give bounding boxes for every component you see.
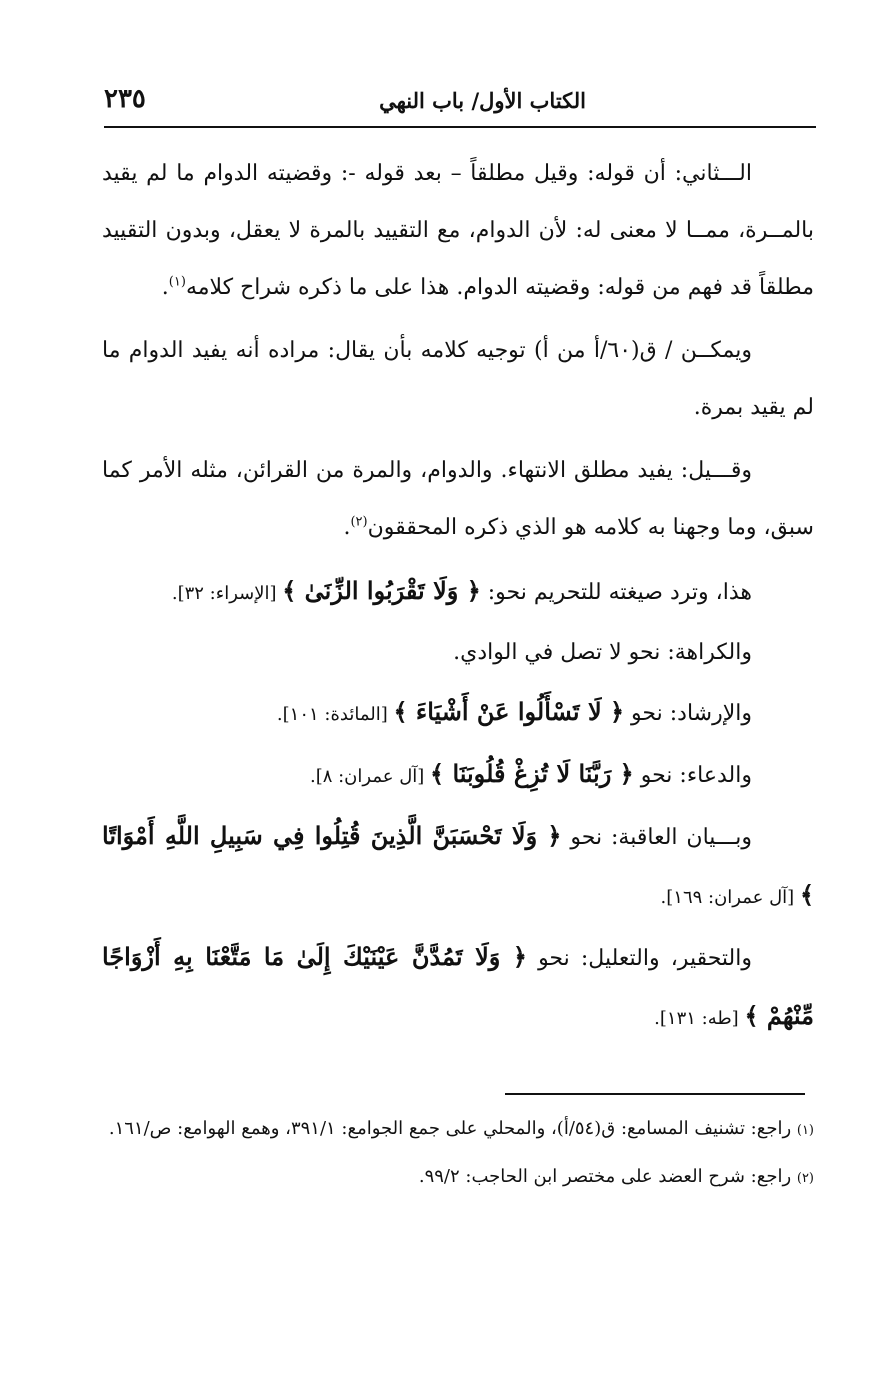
quran-verse-supplication: ﴿ رَبَّنَا لَا تُزِغْ قُلُوبَنَا ﴾	[430, 759, 634, 788]
usage-guidance	[102, 683, 814, 743]
paragraph-3	[102, 442, 814, 556]
footnote-2-text: راجع: شرح العضد على مختصر ابن الحاجب: ٩٩/٢.	[418, 1166, 797, 1187]
footnote-2-number: (٢)	[796, 1171, 814, 1186]
usage-prohibition-lead: هذا، وترد صيغته للتحريم نحو:	[480, 580, 752, 605]
footnote-separator	[505, 1093, 805, 1095]
quran-verse-contempt: ﴿ وَلَا تَمُدَّنَّ عَيْنَيْكَ إِلَىٰ مَا مَتَّعْنَا بِهِ أَزْوَاجًا مِّنْهُمْ ﴾	[102, 942, 814, 1030]
verse-reference-contempt: [طه: ١٣١].	[654, 1008, 745, 1029]
paragraph-3-end: .	[343, 515, 351, 540]
verse-reference-prohibition: [الإسراء: ٣٢].	[171, 583, 283, 604]
paragraph-1	[102, 145, 814, 316]
footnote-1	[84, 1108, 814, 1152]
verse-reference-guidance: [المائدة: ١٠١].	[276, 704, 394, 725]
verse-reference-supplication: [آل عمران: ٨].	[309, 766, 431, 787]
usage-dislike-lead: والكراهة: نحو لا تصل في الوادي.	[453, 640, 752, 665]
header-rule	[104, 126, 816, 128]
usage-contempt	[102, 928, 814, 1047]
footnote-1-text: راجع: تشنيف المسامع: ق(٥٤/أ)، والمحلي على جمع الجوامع: ٣٩١/١، وهمع الهوامع: ص/١٦١.	[108, 1118, 797, 1139]
quran-verse-prohibition: ﴿ وَلَا تَقْرَبُوا الزِّنَىٰ ﴾	[282, 576, 481, 605]
quran-verse-guidance: ﴿ لَا تَسْأَلُوا عَنْ أَشْيَاءَ ﴾	[393, 697, 625, 726]
usage-dislike	[102, 624, 814, 681]
paragraph-1-text: الـــثاني: أن قوله: وقيل مطلقاً – بعد قوله -: وقضيته الدوام ما لم يقيد بالمــرة، ممــا لا معنى له: لأن الدوام، مع التقييد بالمرة لا يعقل، وبدون التقييد مطلقاً قد فهم من قوله: وقضيته الدوام. هذا على ما ذكره شراح كلامه	[102, 161, 814, 300]
running-title: الكتاب الأول/ باب النهي	[379, 88, 586, 113]
verse-reference-consequence: [آل عمران: ١٦٩].	[660, 887, 800, 908]
usage-consequence-lead: وبـــيان العاقبة: نحو	[561, 825, 752, 850]
footnotes	[84, 1108, 814, 1204]
usage-supplication-lead: والدعاء: نحو	[633, 763, 752, 788]
usage-supplication	[102, 745, 814, 805]
page-header	[104, 84, 816, 120]
footnote-marker-2: (٢)	[350, 514, 368, 530]
usage-contempt-lead: والتحقير، والتعليل: نحو	[526, 946, 752, 971]
footnote-1-number: (١)	[796, 1123, 814, 1138]
footnote-2	[84, 1156, 814, 1200]
footnote-marker-1: (١)	[168, 274, 186, 290]
usage-prohibition	[102, 562, 814, 622]
paragraph-2	[102, 322, 814, 436]
usage-consequence	[102, 807, 814, 926]
paragraph-3-text: وقـــيل: يفيد مطلق الانتهاء. والدوام، والمرة من القرائن، مثله الأمر كما سبق، وما وجهنا به كلامه هو الذي ذكره المحققون	[102, 458, 814, 540]
page-number: ٢٣٥	[104, 84, 146, 114]
paragraph-2-text: ويمكــن / ق(٦٠/أ من أ) توجيه كلامه بأن يقال: مراده أنه يفيد الدوام ما لم يقيد بمرة.	[102, 338, 814, 420]
paragraph-1-end: .	[161, 275, 169, 300]
quran-verse-consequence: ﴿ وَلَا تَحْسَبَنَّ الَّذِينَ قُتِلُوا فِي سَبِيلِ اللَّهِ أَمْوَاتًا ﴾	[102, 821, 814, 909]
usage-guidance-lead: والإرشاد: نحو	[624, 701, 752, 726]
main-text	[102, 145, 814, 1049]
